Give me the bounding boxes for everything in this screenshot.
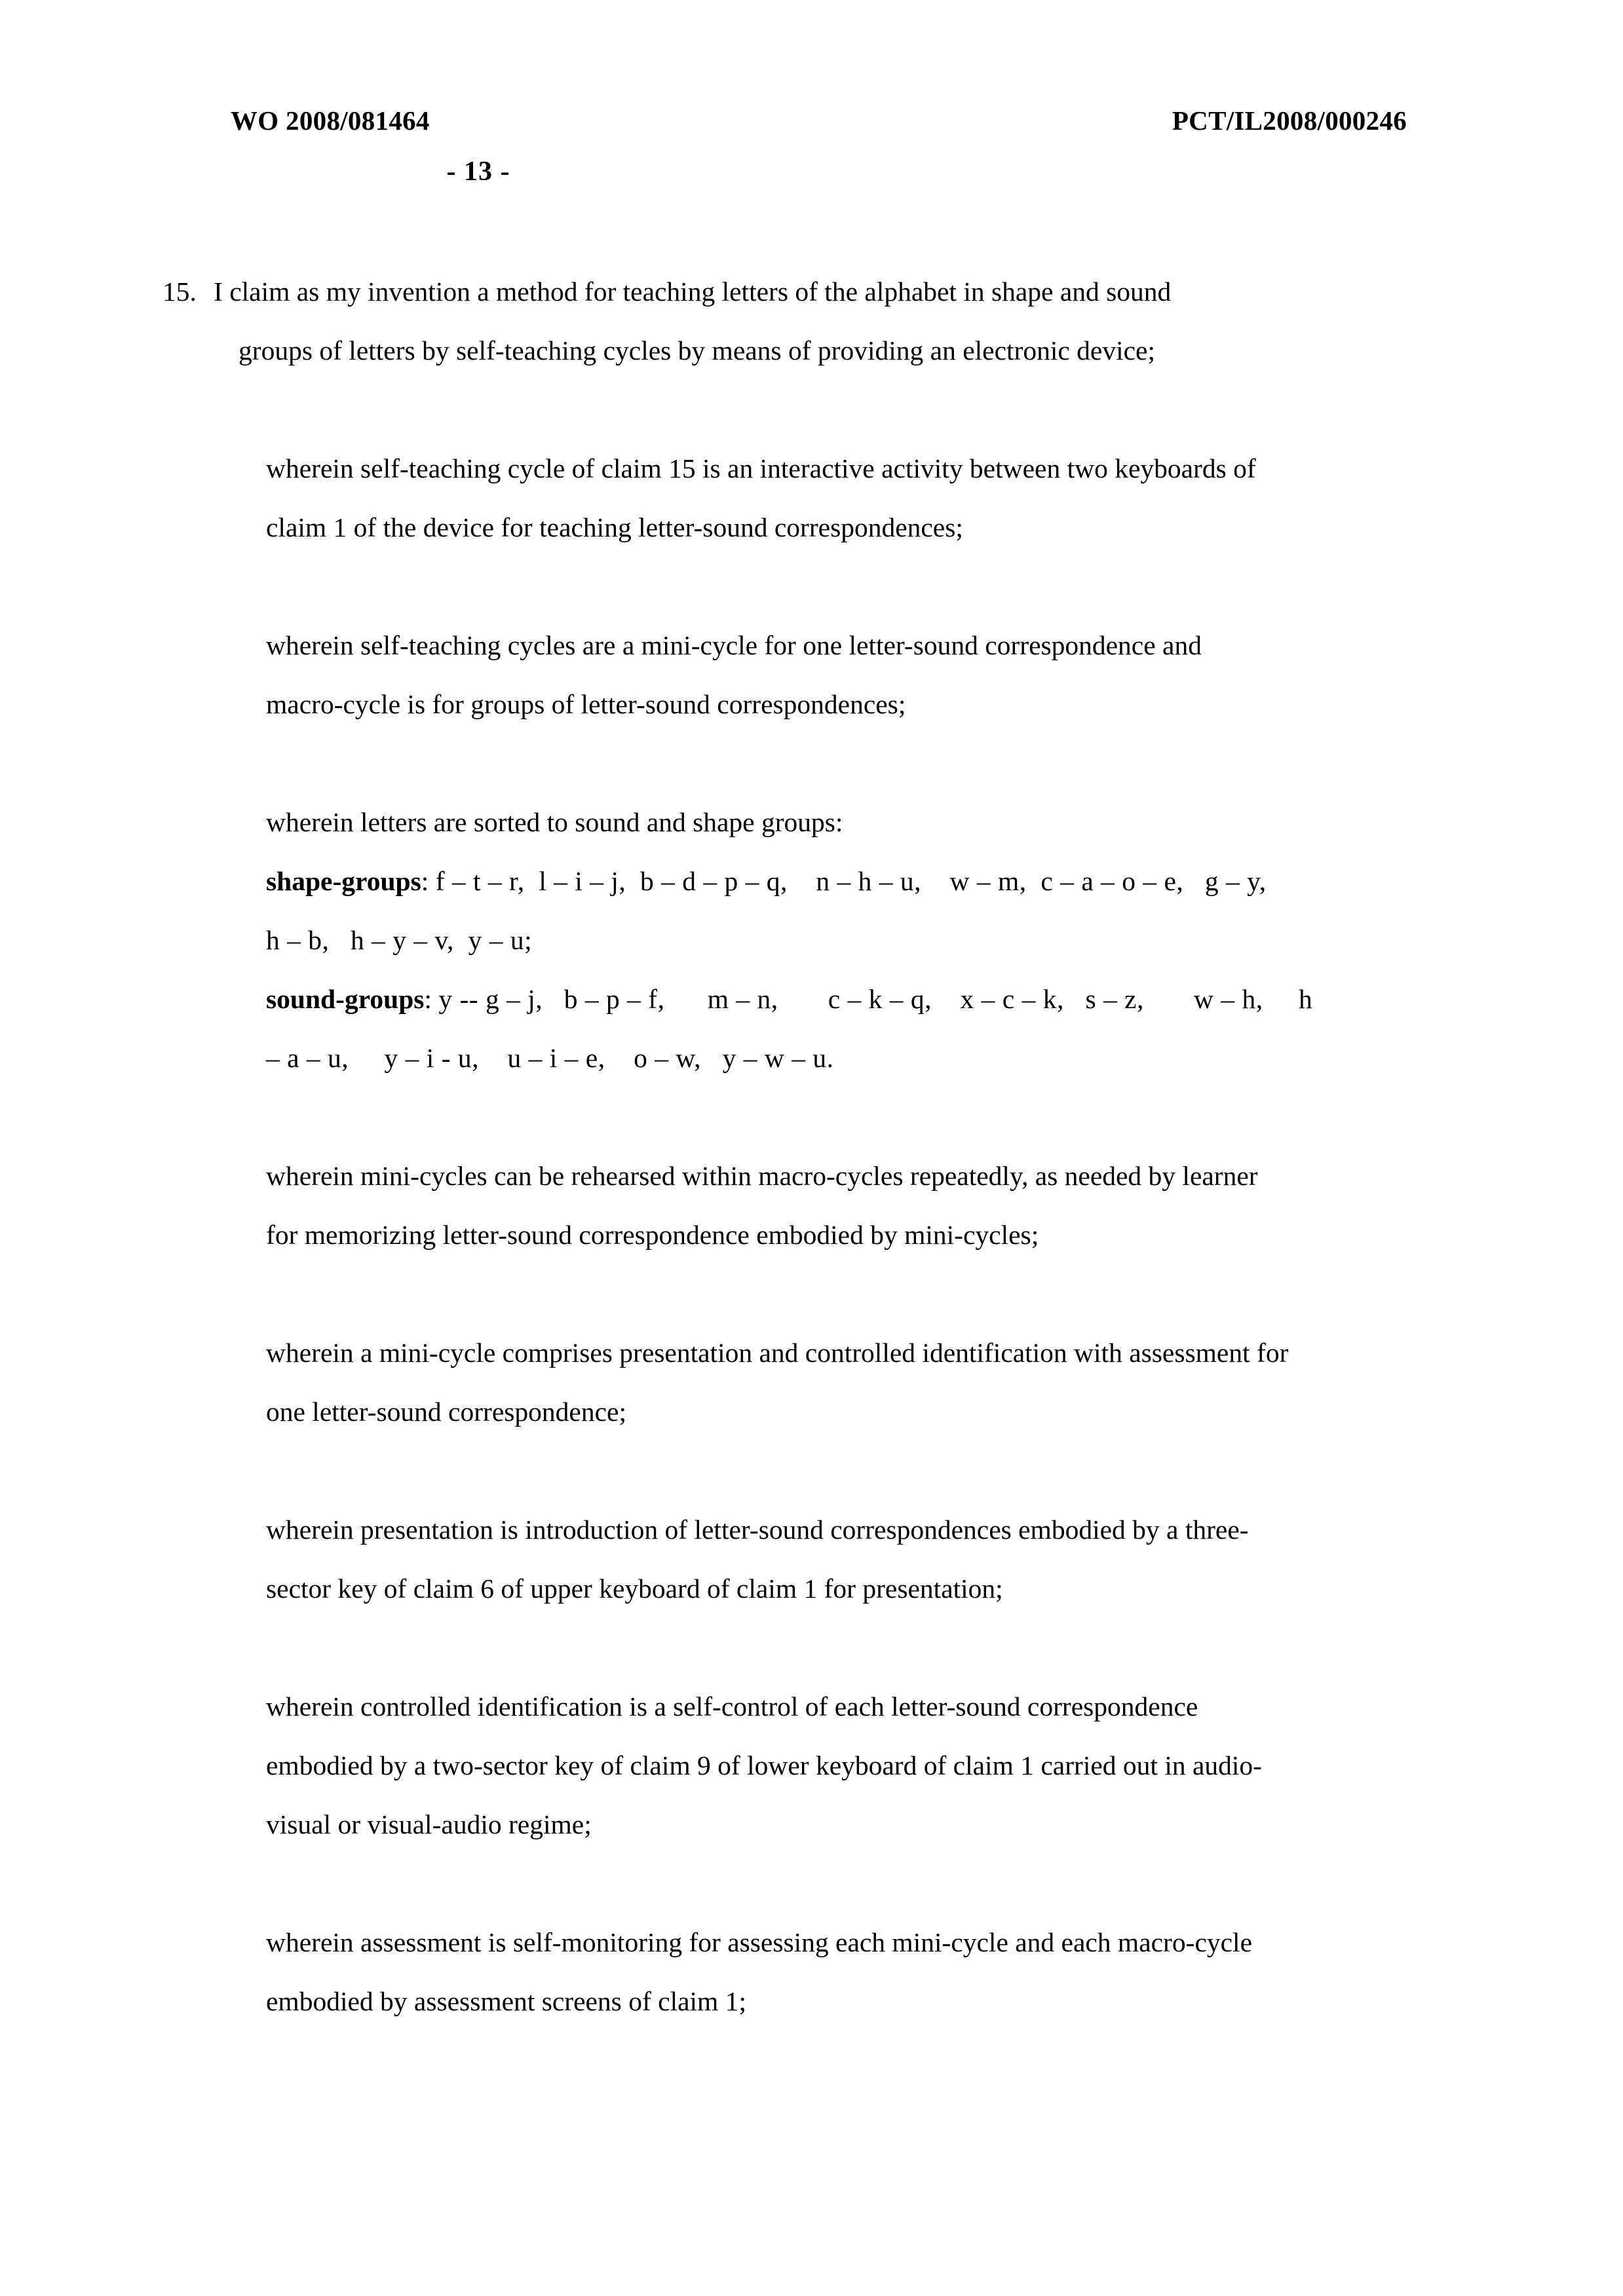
clause-line: wherein mini-cycles can be rehearsed within macro-cycles repeatedly, as needed by learner	[266, 1161, 1258, 1191]
clause-sorted-groups	[162, 793, 1466, 1087]
page-number: - 13 -	[446, 157, 510, 187]
paragraph-spacer	[162, 1264, 1466, 1323]
paragraph-spacer	[162, 734, 1466, 793]
clause-line: wherein controlled identification is a self-control of each letter-sound correspondence	[266, 1691, 1198, 1722]
shape-groups-values-1: f – t – r, l – i – j, b – d – p – q, n – h – u, w – m, c – a – o – e, g – y,	[435, 866, 1267, 896]
claim-line-2: groups of letters by self-teaching cycles by means of providing an electronic device;	[239, 335, 1155, 366]
running-header	[231, 105, 1407, 136]
paragraph-spacer	[162, 380, 1466, 439]
paragraph-spacer	[162, 1854, 1466, 1913]
claim-15	[162, 262, 1466, 380]
clause-line: for memorizing letter-sound correspondence embodied by mini-cycles;	[266, 1220, 1039, 1250]
clause-line: wherein a mini-cycle comprises presentation and controlled identification with assessment for	[266, 1338, 1289, 1368]
sound-groups-separator: :	[424, 984, 439, 1014]
clause-line: wherein self-teaching cycles are a mini-cycle for one letter-sound correspondence and	[266, 630, 1202, 660]
claim-line-1: I claim as my invention a method for teaching letters of the alphabet in shape and sound	[214, 276, 1172, 307]
clause-presentation	[162, 1500, 1466, 1618]
clause-line: wherein presentation is introduction of letter-sound correspondences embodied by a three-	[266, 1515, 1249, 1545]
sound-groups-label: sound-groups	[266, 984, 425, 1014]
paragraph-spacer	[162, 1087, 1466, 1146]
shape-groups-line-2: h – b, h – y – v, y – u;	[266, 925, 533, 955]
clause-mini-cycle-comprises	[162, 1323, 1466, 1441]
clause-mini-macro-cycle	[162, 616, 1466, 734]
clause-line: claim 1 of the device for teaching letter-sound correspondences;	[266, 512, 963, 542]
paragraph-spacer	[162, 1618, 1466, 1677]
shape-groups-label: shape-groups	[266, 866, 421, 896]
clause-line: sector key of claim 6 of upper keyboard of claim 1 for presentation;	[266, 1573, 1003, 1604]
shape-groups-line-1	[266, 852, 1466, 911]
paragraph-spacer	[162, 557, 1466, 616]
clause-line: embodied by assessment screens of claim 1;	[266, 1986, 746, 2016]
claim-number: 15.	[162, 276, 197, 307]
clause-line: wherein self-teaching cycle of claim 15 is an interactive activity between two keyboards of	[266, 453, 1256, 483]
clause-controlled-identification	[162, 1677, 1466, 1854]
clause-line: macro-cycle is for groups of letter-sound correspondences;	[266, 689, 906, 719]
wo-publication-number: WO 2008/081464	[231, 105, 430, 136]
clause-line: one letter-sound correspondence;	[266, 1397, 626, 1427]
sound-groups-line-1	[266, 969, 1466, 1028]
claims-body	[162, 262, 1466, 2031]
clause-assessment	[162, 1913, 1466, 2031]
paragraph-spacer	[162, 1441, 1466, 1500]
sound-groups-line-2: – a – u, y – i - u, u – i – e, o – w, y – w – u.	[266, 1043, 834, 1073]
clause-line: visual or visual-audio regime;	[266, 1809, 592, 1839]
clause-line: embodied by a two-sector key of claim 9 of lower keyboard of claim 1 carried out in audio-	[266, 1750, 1262, 1780]
clause-line: wherein assessment is self-monitoring for assessing each mini-cycle and each macro-cycle	[266, 1927, 1252, 1957]
clause-rehearsed	[162, 1146, 1466, 1264]
clause-line: wherein letters are sorted to sound and shape groups:	[266, 807, 843, 837]
sound-groups-values-1: y -- g – j, b – p – f, m – n, c – k – q, x – c – k, s – z, w – h, h	[438, 984, 1313, 1014]
clause-interactive-activity	[162, 439, 1466, 557]
shape-groups-separator: :	[421, 866, 436, 896]
pct-application-number: PCT/IL2008/000246	[1172, 105, 1407, 136]
